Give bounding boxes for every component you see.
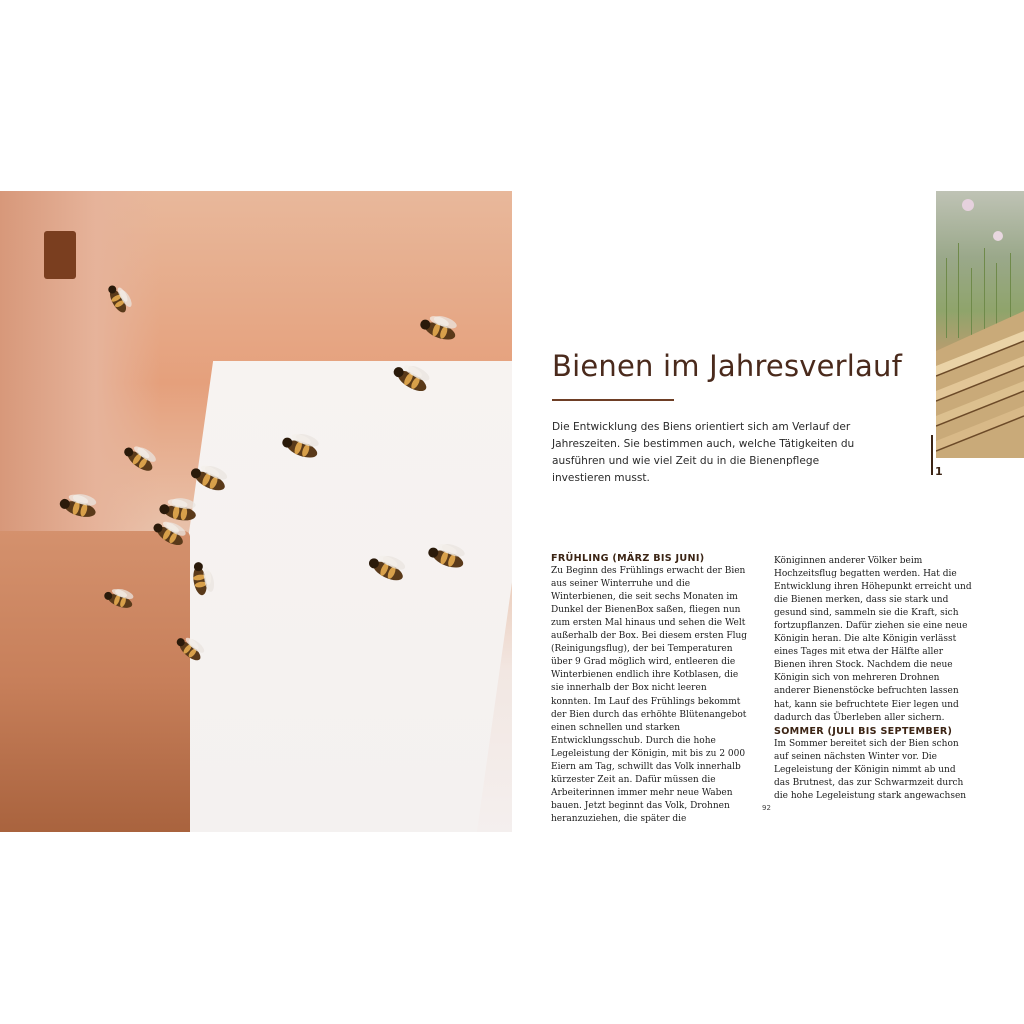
text-page bbox=[512, 191, 1024, 832]
bee bbox=[390, 358, 433, 396]
intro-text: Die Entwicklung des Biens orientiert sich am Verlauf der Jahreszeiten. Sie bestimmen auch, welche Tätigkeiten du ausführen und wie viel Zeit du in die Bienenpflege investieren musst. bbox=[552, 421, 855, 484]
bee bbox=[191, 560, 216, 596]
section-text-summer: Im Sommer bereitet sich der Bien schon auf seinen nächsten Winter vor. Die Legeleistung der Königin nimmt ab und das Brutnest, das zur Schwarmzeit durch die hohe Legeleistung stark angewachsen bbox=[774, 738, 967, 801]
page-title: Bienen im Jahresverlauf bbox=[552, 349, 903, 383]
bee bbox=[188, 459, 231, 495]
chapter-number: 1 bbox=[935, 465, 943, 478]
section-text-spring-continued: Königinnen anderer Völker beim Hochzeitsflug begatten werden. Hat die Entwicklung ihren Höhepunkt erreicht und die Bienen merken, dass sie stark und gesund sind, sammeln sie die Kraft, sich fortzupflanzen. Dafür ziehen sie eine neue Königin heran. Die alte Königin verlässt eines Tages mit etwa der Hälfte aller Bienen ihren Stock. Nachdem die neue Königin sich von mehreren Drohnen anderer Bienenstöcke befruchten lassen hat, kann sie befruchtete Eier legen und dadurch das Überleben aller sichern. bbox=[774, 556, 972, 723]
bee bbox=[426, 538, 468, 571]
section-text-spring: Zu Beginn des Frühlings erwacht der Bien aus seiner Winterruhe und die Winterbienen, die seit sechs Monaten im Dunkel der BienenBox saßen, fliegen nun zum ersten Mal hinaus und sehen die Welt außerhalb der Box. Bei diesem ersten Flug (Reinigungsflug), der bei Temperaturen über 9 Grad möglich wird, entleeren die Winterbienen endlich ihre Kotblasen, die sie innerhalb der Box nicht leeren konnten. Im Lauf des Frühlings bekommt der Bien durch das erhöhte Blütenangebot einen schnellen und starken Entwicklungsschub. Durch die hohe Legeleistung der Königin, mit bis zu 2 000 Eiern am Tag, schwillt das Volk innerhalb kürzester Zeit an. Dafür müssen die Arbeiterinnen immer mehr neue Waben bauen. Jetzt beginnt das Volk, Drohnen heranzuziehen, die später die bbox=[551, 566, 748, 824]
chapter-marker bbox=[931, 435, 933, 475]
bee bbox=[102, 584, 136, 611]
bee bbox=[105, 280, 135, 314]
bee bbox=[366, 549, 409, 585]
page-number: 92 bbox=[762, 804, 771, 812]
bees-photo bbox=[0, 191, 512, 832]
beehive-frames-photo bbox=[936, 191, 1024, 458]
book-spread bbox=[0, 191, 1024, 832]
bee bbox=[174, 631, 208, 664]
text-column-right bbox=[774, 555, 972, 803]
text-column-left bbox=[551, 552, 749, 826]
title-underline bbox=[552, 399, 674, 401]
bees-illustration bbox=[0, 191, 512, 832]
frames-illustration bbox=[936, 191, 1024, 458]
section-heading-summer: SOMMER (JULI BIS SEPTEMBER) bbox=[774, 725, 953, 737]
section-heading-spring: FRÜHLING (MÄRZ BIS JUNI) bbox=[551, 553, 705, 564]
bee bbox=[121, 439, 160, 474]
bee bbox=[58, 489, 99, 520]
bee bbox=[280, 428, 322, 461]
bee bbox=[418, 310, 460, 343]
bee bbox=[158, 495, 198, 523]
